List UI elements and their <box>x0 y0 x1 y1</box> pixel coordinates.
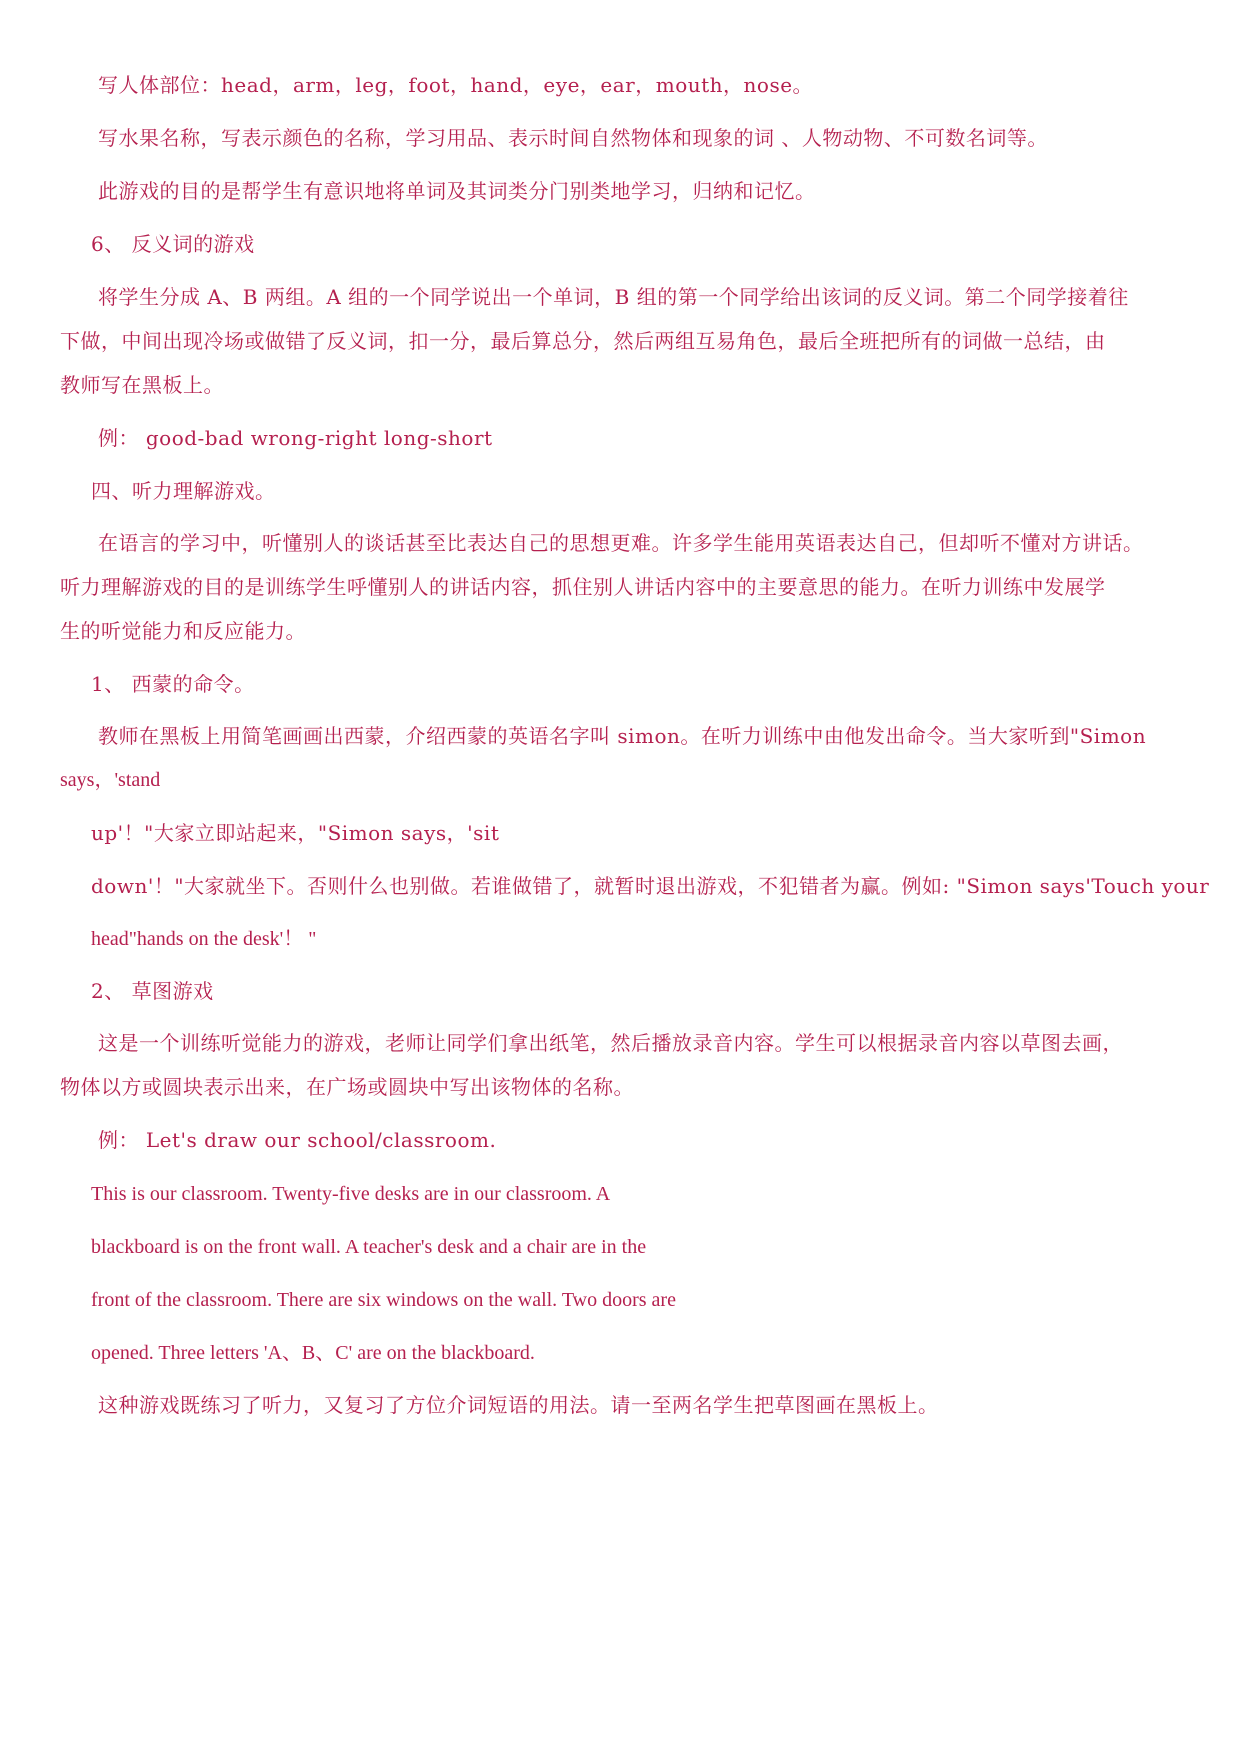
example-text-line: front of the classroom. There are six windows on the wall. Two doors are <box>91 1289 676 1311</box>
example-text-line: opened. Three letters 'A、B、C' are on the blackboard. <box>91 1342 535 1364</box>
body-text-line: down'！"大家就坐下。否则什么也别做。若谁做错了，就暂时退出游戏，不犯错者为赢。例如: "Simon says'Touch your <box>91 874 1210 898</box>
example-line: 例： good-bad wrong-right long-short <box>98 426 493 450</box>
section-heading: 2、 草图游戏 <box>91 979 214 1003</box>
body-text-line: 在语言的学习中，听懂别人的谈话甚至比表达自己的思想更难。许多学生能用英语表达自己，但却听不懂对方讲话。 <box>98 531 1144 555</box>
example-text-line: This is our classroom. Twenty-five desks are in our classroom. A <box>91 1183 611 1205</box>
body-text-line: 物体以方或圆块表示出来，在广场或圆块中写出该物体的名称。 <box>60 1075 634 1099</box>
body-text-line: 将学生分成 A、B 两组。A 组的一个同学说出一个单词，B 组的第一个同学给出该词的反义词。第二个同学接着往 <box>98 285 1129 309</box>
body-text-line: 教师写在黑板上。 <box>60 373 224 397</box>
body-text-line: 下做，中间出现冷场或做错了反义词，扣一分，最后算总分，然后两组互易角色，最后全班把所有的词做一总结，由 <box>60 329 1106 353</box>
body-text-line: says，'stand <box>60 769 161 791</box>
body-text-line: head"hands on the desk'！ " <box>91 928 317 950</box>
section-heading: 6、 反义词的游戏 <box>91 232 255 256</box>
body-text-line: 教师在黑板上用简笔画画出西蒙，介绍西蒙的英语名字叫 simon。在听力训练中由他发出命令。当大家听到"Simon <box>98 724 1147 748</box>
body-text-line: 生的听觉能力和反应能力。 <box>60 619 306 643</box>
section-heading: 四、听力理解游戏。 <box>91 479 276 503</box>
body-text-line: 此游戏的目的是帮学生有意识地将单词及其词类分门别类地学习，归纳和记忆。 <box>98 179 816 203</box>
section-heading: 1、 西蒙的命令。 <box>91 672 255 696</box>
body-text-line: 写人体部位：head，arm，leg，foot，hand，eye，ear，mouth，nose。 <box>98 73 814 97</box>
example-text-line: blackboard is on the front wall. A teacher's desk and a chair are in the <box>91 1236 647 1258</box>
body-text-line: 这是一个训练听觉能力的游戏，老师让同学们拿出纸笔，然后播放录音内容。学生可以根据录音内容以草图去画， <box>98 1031 1123 1055</box>
body-text-line: 写水果名称，写表示颜色的名称，学习用品、表示时间自然物体和现象的词 、人物动物、不可数名词等。 <box>98 126 1048 150</box>
example-line: 例： Let's draw our school/classroom. <box>98 1128 497 1152</box>
body-text-line: up'！"大家立即站起来，"Simon says，'sit <box>91 821 500 845</box>
body-text-line: 听力理解游戏的目的是训练学生呼懂别人的讲话内容，抓住别人讲话内容中的主要意思的能力。在听力训练中发展学 <box>60 575 1106 599</box>
body-text-line: 这种游戏既练习了听力，又复习了方位介词短语的用法。请一至两名学生把草图画在黑板上。 <box>98 1393 939 1417</box>
